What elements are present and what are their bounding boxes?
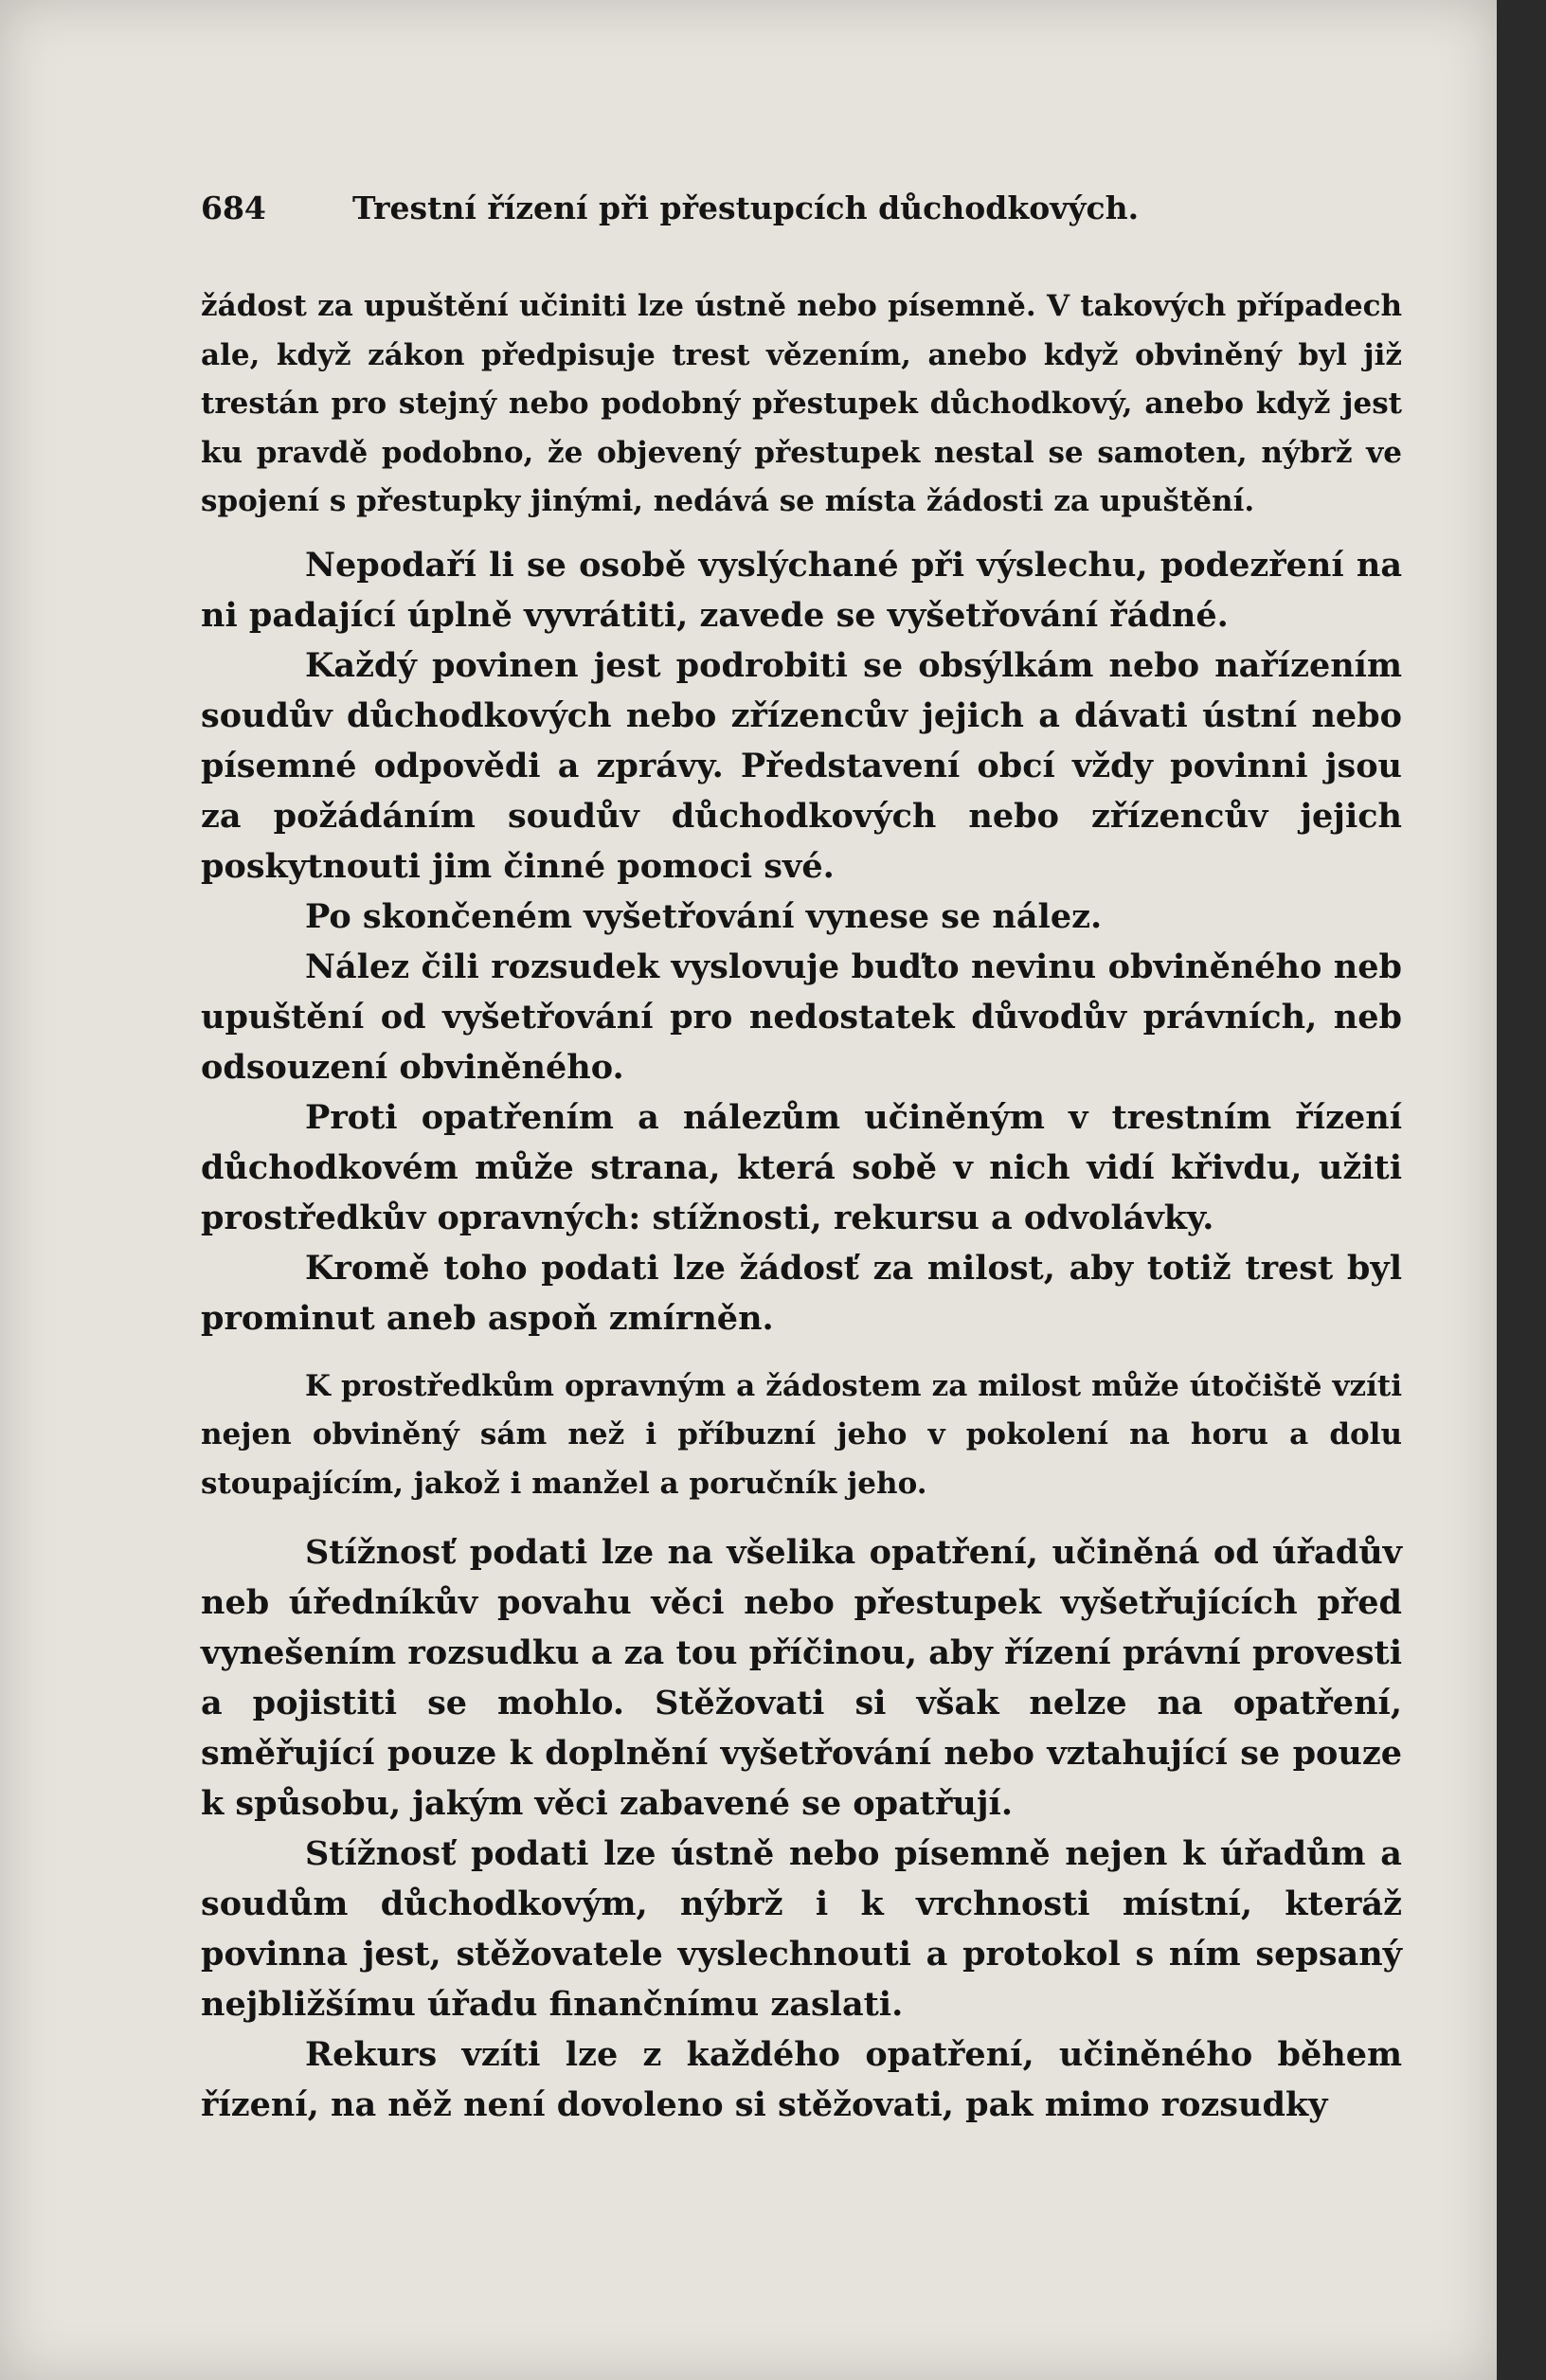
paragraph: Kromě toho podati lze žádosť za milost, aby totiž trest byl prominut aneb aspoň zmírněn. xyxy=(201,1248,1402,1338)
running-title: Trestní řízení při přestupcích důchodkových. xyxy=(352,189,1140,226)
page-content xyxy=(201,189,1402,2130)
paragraph: Nález čili rozsudek vyslovuje buďto nevinu obviněného neb upuštění od vyšetřování pro nedostatek důvodův právních, neb odsouzení obviněného. xyxy=(201,947,1402,1087)
paragraph: žádost za upuštění učiniti lze ústně nebo písemně. V takových případech ale, když zákon předpisuje trest vězením, anebo když obviněný byl již trestán pro stejný nebo podobný přestupek důchodkový, anebo když jest ku pravdě podobno, že objevený přestupek nestal se samoten, nýbrž ve spojení s přestupky jinými, nedává se místa žádosti za upuštění. xyxy=(201,289,1402,518)
text-block-3 xyxy=(201,1362,1402,1509)
paragraph: K prostředkům opravným a žádostem za milost může útočiště vzíti nejen obviněný sám než i příbuzní jeho v pokolení na horu a dolu stoupajícím, jakož i manžel a poručník jeho. xyxy=(201,1368,1402,1501)
paragraph: Stížnosť podati lze ústně nebo písemně nejen k úřadům a soudům důchodkovým, nýbrž i k vrchnosti místní, kteráž povinna jest, stěžovatele vyslechnouti a protokol s ním sepsaný nejbližšímu úřadu finančnímu zaslati. xyxy=(201,1834,1402,2024)
paragraph: Rekurs vzíti lze z každého opatření, učiněného během řízení, na něž není dovoleno si stěžovati, pak mimo rozsudky xyxy=(201,2035,1402,2124)
paragraph: Po skončeném vyšetřování vynese se nález. xyxy=(305,896,1103,936)
page-header xyxy=(201,189,1402,243)
text-block-2 xyxy=(201,540,1402,1343)
text-block-4 xyxy=(201,1527,1402,2130)
text-block-1 xyxy=(201,282,1402,527)
paragraph: Každý povinen jest podrobiti se obsýlkám nebo nařízením soudův důchodkových nebo zřízencův jejich a dávati ústní nebo písemné odpovědi a zprávy. Představení obcí vždy povinni jsou za požádáním soudův důchodkových nebo zřízencův jejich poskytnouti jim činné pomoci své. xyxy=(201,645,1402,886)
book-edge xyxy=(1497,0,1546,2380)
paragraph: Nepodaří li se osobě vyslýchané při výslechu, podezření na ni padající úplně vyvrátiti, zavede se vyšetřování řádné. xyxy=(201,545,1402,635)
paragraph: Proti opatřením a nálezům učiněným v trestním řízení důchodkovém může strana, která sobě v nich vidí křivdu, užiti prostředkův opravných: stížnosti, rekursu a odvolávky. xyxy=(201,1097,1402,1237)
page-number: 684 xyxy=(201,189,266,226)
paragraph: Stížnosť podati lze na všelika opatření, učiněná od úřadův neb úředníkův povahu věci nebo přestupek vyšetřujících před vynešením rozsudku a za tou příčinou, aby řízení právní provesti a pojistiti se mohlo. Stěžovati si však nelze na opatření, směřující pouze k doplnění vyšetřování nebo vztahující se pouze k spůsobu, jakým věci zabavené se opatřují. xyxy=(201,1533,1402,1823)
